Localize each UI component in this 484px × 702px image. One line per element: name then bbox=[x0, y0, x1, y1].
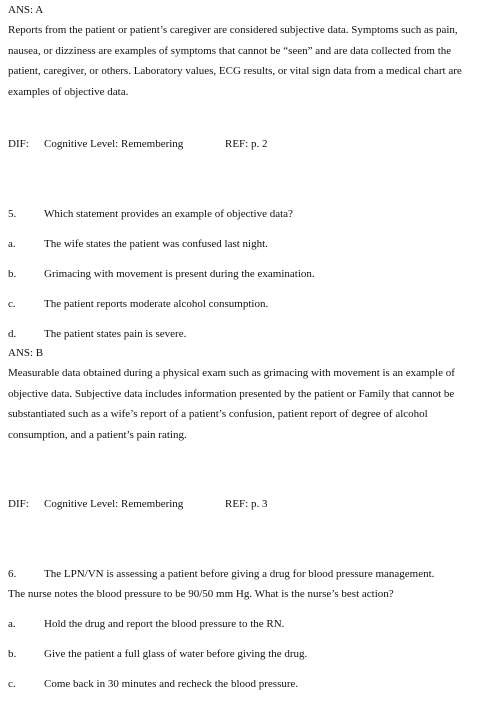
option-text-d: The patient states pain is severe. bbox=[44, 328, 187, 340]
cognitive-level: Cognitive Level: Remembering bbox=[44, 498, 184, 510]
question-stem-6-line-2: The nurse notes the blood pressure to be 90/50 mm Hg. What is the nurse’s best action? bbox=[8, 588, 394, 600]
option-letter-b: b. bbox=[8, 648, 17, 660]
rationale-paragraph-1: Reports from the patient or patient’s caregiver are considered subjective data. Symptoms such as pain, nausea, or dizziness are examples of symptoms that cannot be “seen” and are data collected from the patient, caregiver, or others. Laboratory values, ECG results, or vital sign data from a medical chart are examples of objective data. bbox=[8, 24, 462, 98]
question-stem-5: Which statement provides an example of objective data? bbox=[44, 208, 293, 220]
question-number-6: 6. bbox=[8, 568, 17, 580]
rationale-paragraph-2: Measurable data obtained during a physical exam such as grimacing with movement is an example of objective data. Subjective data includes information presented by the patient or Family that cannot be substantiated such as a wife’s report of a patient’s confusion, patient report of degree of alcohol consumption, and a patient’s pain rating. bbox=[8, 367, 455, 441]
option-letter-c: c. bbox=[8, 678, 16, 690]
cognitive-level: Cognitive Level: Remembering bbox=[44, 138, 184, 150]
option-text-b: Grimacing with movement is present during the examination. bbox=[44, 268, 315, 280]
dif-label: DIF: bbox=[8, 498, 29, 510]
option-text-c: Come back in 30 minutes and recheck the blood pressure. bbox=[44, 678, 299, 690]
reference: REF: p. 3 bbox=[225, 498, 268, 510]
reference: REF: p. 2 bbox=[225, 138, 268, 150]
option-text-b: Give the patient a full glass of water before giving the drug. bbox=[44, 648, 308, 660]
question-stem-6-line-1: The LPN/VN is assessing a patient before giving a drug for blood pressure management. bbox=[44, 568, 435, 580]
dif-line-2 bbox=[8, 498, 267, 510]
option-text-a: The wife states the patient was confused last night. bbox=[44, 238, 268, 250]
dif-line-1 bbox=[8, 138, 267, 150]
dif-label: DIF: bbox=[8, 138, 29, 150]
option-letter-c: c. bbox=[8, 298, 16, 310]
option-letter-a: a. bbox=[8, 238, 16, 250]
option-letter-d: d. bbox=[8, 328, 17, 340]
answer-key-a: ANS: A bbox=[8, 4, 44, 16]
option-letter-b: b. bbox=[8, 268, 17, 280]
question-number-5: 5. bbox=[8, 208, 17, 220]
option-text-c: The patient reports moderate alcohol consumption. bbox=[44, 298, 269, 310]
option-text-a: Hold the drug and report the blood pressure to the RN. bbox=[44, 618, 285, 630]
answer-key-b: ANS: B bbox=[8, 347, 44, 359]
option-letter-a: a. bbox=[8, 618, 16, 630]
